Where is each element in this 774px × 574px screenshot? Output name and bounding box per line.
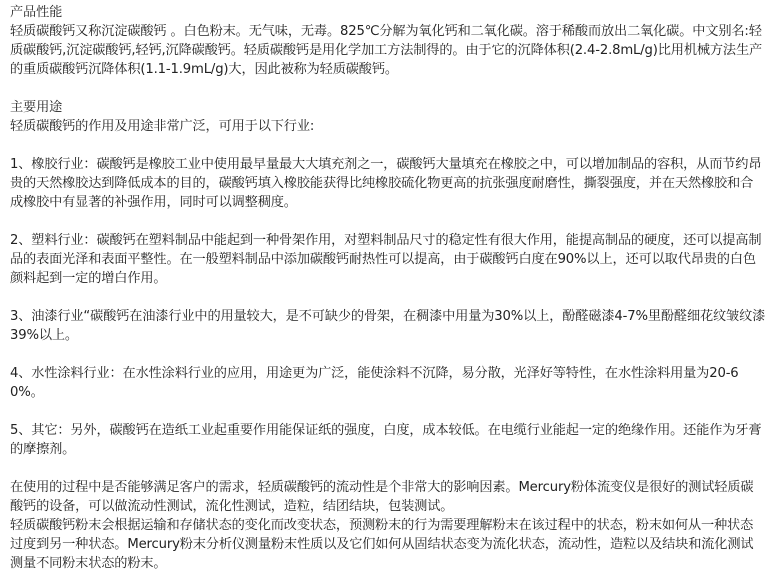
flowability-paragraph: 在使用的过程中是否能够满足客户的需求，轻质碳酸钙的流动性是个非常大的影响因素。Mercury粉体流变仪是很好的测试轻质碳酸钙的设备，可以做流动性测试，流化性测试，造粒，结团结块，包装测试。 bbox=[10, 480, 754, 514]
product-properties-paragraph: 轻质碳酸钙又称沉淀碳酸钙 。白色粉末。无气味，无毒。825℃分解为氧化钙和二氧化碳。溶于稀酸而放出二氧化碳。中文别名:轻质碳酸钙,沉淀碳酸钙,轻钙,沉降碳酸钙。轻质碳酸钙是用化学加工方法制得的。由于它的沉降体积(2.4-2.8mL/g)比用机械方法生产的重质碳酸钙沉降体积(1.1-1.9mL/g)大，因此被称为轻质碳酸钙。 bbox=[10, 24, 763, 77]
spacer bbox=[10, 345, 766, 364]
spacer bbox=[10, 79, 766, 98]
use-item-other: 5、其它：另外，碳酸钙在造纸工业起重要作用能保证纸的强度，白度，成本较低。在电缆行业能起一定的绝缘作用。还能作为牙膏的摩擦剂。 bbox=[10, 423, 762, 457]
use-item-rubber: 1、橡胶行业：碳酸钙是橡胶工业中使用最早量最大大填充剂之一，碳酸钙大量填充在橡胶之中，可以增加制品的容积，从而节约昂贵的天然橡胶达到降低成本的目的，碳酸钙填入橡胶能获得比纯橡胶硫化物更高的抗张强度耐磨性，撕裂强度，并在天然橡胶和合成橡胶中有显著的补强作用，同时可以调整稠度。 bbox=[10, 157, 762, 210]
use-item-waterborne-coatings: 4、水性涂料行业：在水性涂料行业的应用，用途更为广泛，能使涂料不沉降，易分散，光泽好等特性，在水性涂料用量为20-60%。 bbox=[10, 366, 739, 400]
spacer bbox=[10, 212, 766, 231]
document-body bbox=[10, 3, 766, 573]
section-title-main-uses: 主要用途 bbox=[10, 100, 63, 115]
spacer bbox=[10, 136, 766, 155]
spacer bbox=[10, 288, 766, 307]
powder-state-paragraph: 轻质碳酸钙粉末会根据运输和存储状态的变化而改变状态，预测粉末的行为需要理解粉末在该过程中的状态，粉末如何从一种状态过度到另一种状态。Mercury粉末分析仪测量粉末性质以及它们如何从固结状态变为流化状态，流动性，造粒以及结块和流化测试测量不同粉末状态的粉末。 bbox=[10, 518, 754, 571]
spacer bbox=[10, 402, 766, 421]
section-title-product-properties: 产品性能 bbox=[10, 5, 63, 20]
main-uses-intro: 轻质碳酸钙的作用及用途非常广泛，可用于以下行业: bbox=[10, 119, 315, 134]
use-item-plastics: 2、塑料行业：碳酸钙在塑料制品中能起到一种骨架作用，对塑料制品尺寸的稳定性有很大作用，能提高制品的硬度，还可以提高制品的表面光泽和表面平整性。在一般塑料制品中添加碳酸钙耐热性可以提高，由于碳酸钙白度在90%以上，还可以取代昂贵的白色颜料起到一定的增白作用。 bbox=[10, 233, 762, 286]
use-item-paint: 3、油漆行业“碳酸钙在油漆行业中的用量较大，是不可缺少的骨架，在稠漆中用量为30%以上，酚醛磁漆4-7%里酚醛细花纹皱纹漆39%以上。 bbox=[10, 309, 766, 343]
spacer bbox=[10, 459, 766, 478]
